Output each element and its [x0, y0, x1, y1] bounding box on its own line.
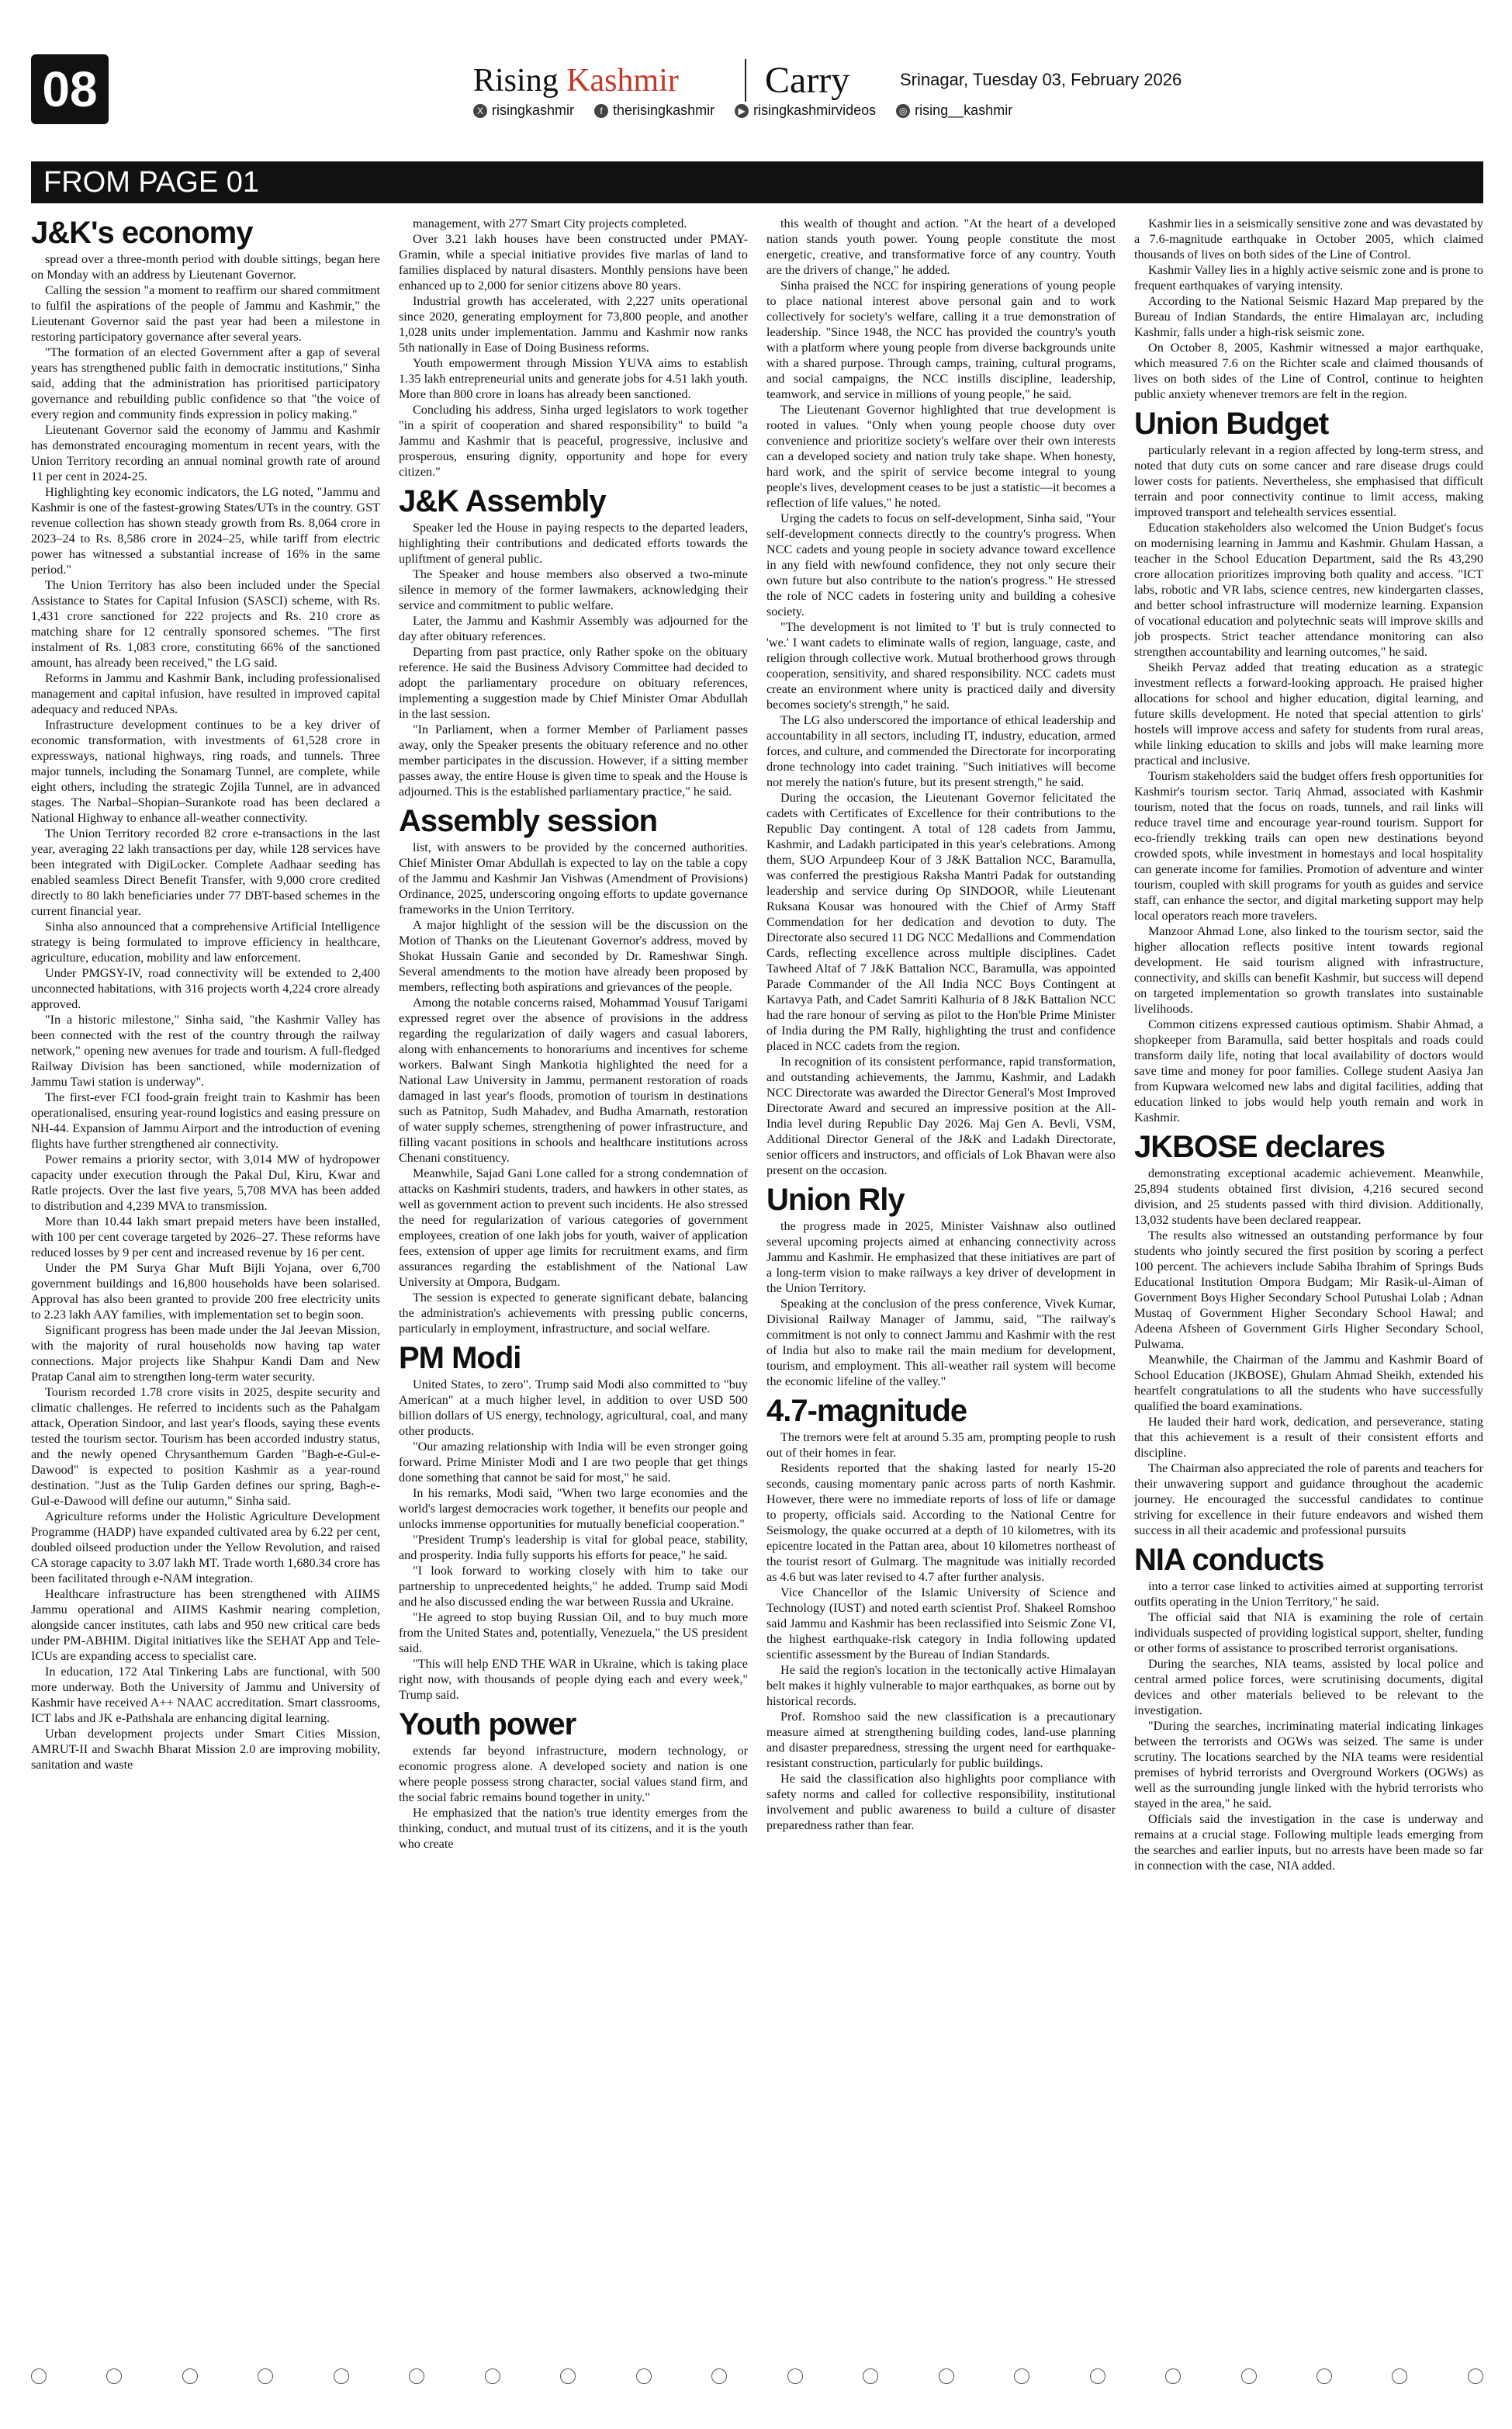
paragraph: According to the National Seismic Hazard Map prepared by the Bureau of Indian Standards, the entire Himalayan arc, including Kashmir, falls under a high-risk seismic zone.	[1134, 294, 1483, 339]
paragraph: Departing from past practice, only Rather spoke on the obituary reference. He said the Business Advisory Committee had decided to adopt the parliamentary procedure on obituary references, implementing a suggestion made by Chief Minister Omar Abdullah in the last session.	[399, 645, 748, 721]
headline-jkbose: JKBOSE declares	[1134, 1130, 1385, 1164]
paragraph: Healthcare infrastructure has been strengthened with AIIMS Jammu operational and AIIMS Kashmir nearing completion, alongside cancer institutes, cath labs and 950 new critical care beds under PM-ABHIM. Digital initiatives like the SEHAT App and Tele-ICUs are expanding access to specialist care.	[31, 1587, 380, 1663]
paragraph: management, with 277 Smart City projects completed.	[413, 217, 687, 230]
paragraph: Industrial growth has accelerated, with 2,227 units operational since 2020, generating employment for 73,800 people, and another 1,028 units under implementation. Jammu and Kashmir now ranks 5th nationally in Ease of Doing Business reforms.	[399, 294, 748, 355]
paragraph: The Lieutenant Governor highlighted that true development is rooted in values. "Only when young people choose duty over convenience and prioritize society's welfare over their own interests can a developed society and nation truly take shape. When honesty, hard work, and the spirit of service become integral to young people's lives, development ceases to be just a statistic—it becomes a reflection of life values," he noted.	[766, 403, 1116, 510]
paragraph: the progress made in 2025, Minister Vaishnaw also outlined several upcoming projects aimed at enhancing connectivity across Jammu and Kashmir. He emphasized that these initiatives are part of a long-term vision to make railways a key driver of development in the Union Territory.	[766, 1219, 1116, 1295]
paragraph: A major highlight of the session will be the discussion on the Motion of Thanks on the Lieutenant Governor's address, moved by Shokat Hussain Ganie and seconded by Dr. Rameshwar Singh. Several amendments to the motion have already been proposed by members, reflecting both aspirations and grievances of the people.	[399, 918, 748, 994]
paragraph: During the occasion, the Lieutenant Governor felicitated the cadets with Certificates of Excellence for their contributions to the Republic Day contingent. A total of 128 cadets from Jammu, Kashmir, and Ladakh participated in this year's celebrations. Among them, SUO Arpundeep Kour of 3 J&K Battalion NCC, Baramulla, was conferred the prestigious Raksha Mantri Padak for outstanding leadership and service during Op SINDOOR, while Lieutenant Ruksana Kousar was honoured with the Chief of Army Staff Commendation for her dedication and devotion to duty. The Directorate also secured 11 DG NCC Medallions and Commendation Cards, reflecting excellence across multiple disciplines. Cadet Tawheed Altaf of 7 J&K Battalion NCC, Baramulla, was appointed Parade Commander of the All India NCC Boys Contingent at Kartavya Path, and Cadet Samriti Kalhuria of 8 J&K Battalion NCC had the rare honour of serving as pilot to the Hon'ble Prime Minister of India during the PM Rally, highlighting the trust and confidence placed in NCC cadets from the region.	[766, 791, 1116, 1053]
headline-earthquake: 4.7-magnitude	[766, 1394, 967, 1428]
paragraph: Agriculture reforms under the Holistic Agriculture Development Programme (HADP) have expanded cultivated area by 6.22 per cent, doubled oilseed production under the Yellow Revolution, and raised CA storage capacity to 3.07 lakh MT. Trade worth 1,680.34 crore has been facilitated through e-NAM integration.	[31, 1509, 380, 1585]
paragraph: "President Trump's leadership is vital for global peace, stability, and prosperity. India fully supports his efforts for peace," he said.	[399, 1533, 748, 1562]
column-1	[31, 216, 380, 2311]
paragraph: The Speaker and house members also observed a two-minute silence in memory of the former lawmakers, acknowledging their service and commitment to public welfare.	[399, 567, 748, 612]
paragraph: Among the notable concerns raised, Mohammad Yousuf Tarigami expressed regret over the absence of provisions in the address regarding the regularization of daily wagers and casual laborers, along with enhancements to honorariums and incentives for scheme workers. Balwant Singh Mankotia highlighted the need for a National Law University in Jammu, permanent restoration of roads damaged in last year's floods, promotion of tourism in destinations such as Patnitop, Sudh Mahadev, and Budha Amarnath, restoration of water supply schemes, strengthening of power infrastructure, and filling vacant positions in schools and healthcare institutions across Chenani constituency.	[399, 996, 748, 1165]
paragraph: Tourism stakeholders said the budget offers fresh opportunities for Kashmir's tourism sector. Tariq Ahmad, associated with Kashmir tourism, noted that the focus on roads, tunnels, and rail links will reduce travel time and encourage year-round tourism. Support for eco-friendly trekking trails can open new destinations beyond crowded spots, while investment in homestays and local hospitality can generate income for families. Promotion of adventure and winter tourism, coupled with skill programs for youth as guides and service staff, can enhance the sector, and digital marketing support may help local operators reach more travelers.	[1134, 769, 1483, 923]
paragraph: He lauded their hard work, dedication, and perseverance, stating that this achievement is a result of their consistent efforts and discipline.	[1134, 1415, 1483, 1460]
paragraph: He said the region's location in the tectonically active Himalayan belt makes it highly vulnerable to major earthquakes, as borne out by historical records.	[766, 1663, 1116, 1708]
paragraph: Under PMGSY-IV, road connectivity will be extended to 2,400 unconnected habitations, with 316 projects worth 4,224 crore already approved.	[31, 966, 380, 1011]
social-x[interactable]: X risingkashmir	[473, 102, 574, 119]
paragraph: Significant progress has been made under the Jal Jeevan Mission, with the majority of rural households now having tap water connections. Major projects like Shahpur Kandi Dam and New Pratap Canal aim to strengthen long-term water security.	[31, 1323, 380, 1384]
paragraph: particularly relevant in a region affected by long-term stress, and noted that duty cuts on some cancer and rare disease drugs could lower costs for patients. Nevertheless, she emphasised that difficult terrain and poor connectivity continue to limit access, making improved transport and telehealth services essential.	[1134, 443, 1483, 519]
paragraph: "In a historic milestone," Sinha said, "the Kashmir Valley has been connected with the rest of the country through the railway network," opening new avenues for trade and tourism. A full-fledged Railway Division has been sanctioned, while modernization of Jammu Tawi station is underway".	[31, 1013, 380, 1089]
paragraph: Lieutenant Governor said the economy of Jammu and Kashmir has demonstrated encouraging momentum in recent years, with the Union Territory recording an annual nominal growth rate of around 11 per cent in 2024-25.	[31, 423, 380, 483]
paragraph: The session is expected to generate significant debate, balancing the administration's achievements with pressing public concerns, particularly in employment, infrastructure, and social welfare.	[399, 1291, 748, 1336]
paragraph: Reforms in Jammu and Kashmir Bank, including professionalised management and capital infusion, have resulted in improved capital adequacy and reduced NPAs.	[31, 671, 380, 716]
paragraph: spread over a three-month period with double sittings, began here on Monday with an address by Lieutenant Governor.	[31, 252, 380, 282]
paragraph: Common citizens expressed cautious optimism. Shabir Ahmad, a shopkeeper from Baramulla, said better hospitals and roads could transform daily life, noting that local availability of doctors would save time and money for poor families. College student Aasiya Jan from Kupwara welcomed new labs and digital facilities, adding that education linked to jobs would help youth remain and work in Kashmir.	[1134, 1017, 1483, 1124]
paragraph: The tremors were felt at around 5.35 am, prompting people to rush out of their homes in fear.	[766, 1430, 1116, 1460]
paragraph: The official said that NIA is examining the role of certain individuals suspected of providing logistical support, shelter, funding or other forms of assistance to proscribed terrorist organisations.	[1134, 1610, 1483, 1655]
paragraph: Concluding his address, Sinha urged legislators to work together "in a spirit of cooperation and shared responsibility" to build "a Jammu and Kashmir that is peaceful, progressive, inclusive and prosperous, ensuring dignity, opportunity and hope for every citizen."	[399, 403, 748, 479]
paragraph: Speaker led the House in paying respects to the departed leaders, highlighting their contributions and dedicated efforts towards the upliftment of general public.	[399, 521, 748, 566]
column-4	[1134, 216, 1483, 2311]
paragraph: "The development is not limited to 'I' but is truly connected to 'we.' I want cadets to eliminate walls of region, language, caste, and religion through collective work. Mutual brotherhood grows through cooperation, sensitivity, and shared responsibility. NCC cadets must create an environment where unity is practiced daily and diversity becomes society's strength," he said.	[766, 620, 1116, 712]
paragraph: Meanwhile, the Chairman of the Jammu and Kashmir Board of School Education (JKBOSE), Ghulam Ahmad Sheikh, extended his heartfelt congratulations to all the students who have successfully qualified the board examinations.	[1134, 1353, 1483, 1413]
paragraph: During the searches, NIA teams, assisted by local police and central armed police forces, were scrutinising documents, digital devices and other materials believed to be relevant to the investigation.	[1134, 1657, 1483, 1717]
paragraph: In recognition of its consistent performance, rapid transformation, and outstanding achievements, the Jammu, Kashmir, and Ladakh NCC Directorate was awarded the Director General's Most Improved Directorate Award and secured an impressive position at the All-India level during Republic Day 2026. Maj Gen A. Bevli, VSM, Additional Director General of the J&K and Ladakh Directorate, senior officers and instructors, and officials of Lok Bhavan were also present on the occasion.	[766, 1055, 1116, 1177]
paragraph: Vice Chancellor of the Islamic University of Science and Technology (IUST) and noted earth scientist Prof. Shakeel Romshoo said Jammu and Kashmir has been reclassified into Seismic Zone VI, the highest earthquake-risk category in India following updated scientific assessment by the Bureau of Indian Standards.	[766, 1585, 1116, 1661]
paragraph: The Chairman also appreciated the role of parents and teachers for their unwavering support and guidance throughout the academic journey. He encouraged the successful candidates to continue striving for excellence in their future endeavors and wished them success in all their academic and professional pursuits	[1134, 1461, 1483, 1537]
paragraph: Sinha praised the NCC for inspiring generations of young people to place national interest above personal gain and to work collectively for society's welfare, calling it a true demonstration of leadership. "Since 1948, the NCC has provided the country's youth with a platform where young people from diverse backgrounds unite with a shared purpose. Through camps, training, cultural programs, and social campaigns, the NCC instills discipline, leadership, teamwork, and service in millions of young people," he said.	[766, 279, 1116, 401]
paragraph: Later, the Jammu and Kashmir Assembly was adjourned for the day after obituary references.	[399, 614, 748, 643]
paragraph: Power remains a priority sector, with 3,014 MW of hydropower capacity under execution through the Pakal Dul, Kiru, Kwar and Ratle projects. Over the last five years, 5,708 MVA has been added to distribution and 4,239 MVA to transmission.	[31, 1152, 380, 1213]
paragraph: Infrastructure development continues to be a key driver of economic transformation, with investments of 61,528 crore in expressways, national highways, ring roads, and tunnels. Three major tunnels, including the Sonamarg Tunnel, are complete, while eight others, including the strategic Zojila Tunnel, are in advanced stages. The Narbal–Shopian–Surankote road has been declared a National Highway to enhance all-weather connectivity.	[31, 718, 380, 825]
headline-assembly-session: Assembly session	[399, 804, 658, 838]
paragraph: list, with answers to be provided by the concerned authorities. Chief Minister Omar Abdullah is expected to lay on the table a copy of the Jammu and Kashmir Jan Vishwas (Amendment of Provisions) Ordinance, 2025, underscoring ongoing efforts to update governance frameworks in the Union Territory.	[399, 840, 748, 917]
headline-youth-power: Youth power	[399, 1707, 576, 1741]
paragraph: Sinha also announced that a comprehensive Artificial Intelligence strategy is being formulated to improve efficiency in healthcare, agriculture, education, mobility and law enforcement.	[31, 920, 380, 965]
paragraph: extends far beyond infrastructure, modern technology, or economic progress alone. A developed society and nation is one where people possess strong character, social values stand firm, and the social fabric remains bound together in unity."	[399, 1744, 748, 1804]
paragraph: Urban development projects under Smart Cities Mission, AMRUT-II and Swachh Bharat Mission 2.0 are improving mobility, sanitation and waste	[31, 1727, 380, 1772]
social-handles	[473, 102, 1012, 119]
section-title: Carry	[745, 59, 849, 102]
headline-pm-modi: PM Modi	[399, 1341, 521, 1375]
facebook-icon: f	[594, 104, 608, 118]
instagram-icon: ◎	[896, 104, 910, 118]
paragraph: "Our amazing relationship with India will be even stronger going forward. Prime Minister Modi and I are two people that get things done something that cannot be said for most," he said.	[399, 1440, 748, 1485]
section-banner: FROM PAGE 01	[31, 161, 1483, 203]
brand-logo: Rising Kashmir	[473, 63, 679, 99]
headline-union-rly: Union Rly	[766, 1183, 905, 1217]
paragraph: The Union Territory has also been included under the Special Assistance to States for Capital Infusion (SASCI) scheme, with Rs. 1,431 crore sanctioned for 222 projects and Rs. 210 crore as matching share for 12 centrally sponsored schemes. "The first instalment of Rs. 1,083 crore, constituting 66% of the sanctioned amount, has already been received," the LG said.	[31, 578, 380, 670]
paragraph: Meanwhile, Sajad Gani Lone called for a strong condemnation of attacks on Kashmiri students, traders, and hawkers in other states, as well as government action to prevent such incidents. He also stressed the need for regularization of various categories of government employees, creation of one lakh jobs for youth, waiver of application fees, extension of upper age limits for recruitment exams, and firm assurances regarding the establishment of the National Law University at Ompora, Budgam.	[399, 1166, 748, 1289]
paragraph: In his remarks, Modi said, "When two large economies and the world's largest democracies work together, it benefits our people and unlocks immense opportunities for mutually beneficial cooperation."	[399, 1486, 748, 1531]
paragraph: Urging the cadets to focus on self-development, Sinha said, "Your self-development connects directly to the country's progress. When NCC cadets and young people in society advance toward excellence in any field with newfound confidence, they not only secure their own future but also contribute to the nation's progress." He stressed the role of NCC cadets in fostering unity and building a cohesive society.	[766, 511, 1116, 619]
paragraph: He said the classification also highlights poor compliance with safety norms and called for collective responsibility, institutional involvement and public awareness to build a culture of disaster preparedness rather than fear.	[766, 1772, 1116, 1832]
paragraph: Residents reported that the shaking lasted for nearly 15-20 seconds, causing momentary panic across parts of north Kashmir. However, there were no immediate reports of loss of life or damage to property, officials said. According to the National Centre for Seismology, the quake occurred at a depth of 10 kilometres, with its epicentre located in the Pattan area, about 10 kilometres northeast of the tourist resort of Gulmarg. The magnitude was initially recorded as 4.6 but was later revised to 4.7 after further analysis.	[766, 1461, 1116, 1584]
paragraph: Officials said the investigation in the case is underway and remains at a crucial stage. Following multiple leads emerging from the searches and earlier inputs, but no arrests have been made so far in connection with the case, NIA added.	[1134, 1812, 1483, 1873]
paragraph: Under the PM Surya Ghar Muft Bijli Yojana, over 6,700 government buildings and 16,800 households have been solarised. Approval has also been granted to provide 200 free electricity units to 2.23 lakh AAY families, with implementation set to begin soon.	[31, 1261, 380, 1322]
paragraph: "I look forward to working closely with him to take our partnership to unprecedented heights," he added. Trump said Modi and he also discussed ending the war between Russia and Ukraine.	[399, 1564, 748, 1609]
social-facebook[interactable]: f therisingkashmir	[594, 102, 714, 119]
paragraph: Tourism recorded 1.78 crore visits in 2025, despite security and climatic challenges. He referred to incidents such as the Pahalgam attack, Operation Sindoor, and last year's floods, saying these events tested the tourism sector. Tourism has been accorded industry status, and the newly opened Chrysanthemum Garden "Bagh-e-Gul-e-Dawood" is expected to position Kashmir as a year-round destination. "Just as the Tulip Garden defines our spring, Bagh-e-Gul-e-Dawood will define our autumn," Sinha said.	[31, 1385, 380, 1508]
paragraph: demonstrating exceptional academic achievement. Meanwhile, 25,894 students obtained first division, 4,216 secured second division, and 25 students passed with third division. Additionally, 13,032 students have been declared reappear.	[1134, 1166, 1483, 1227]
column-3	[766, 216, 1116, 2311]
headline-assembly: J&K Assembly	[399, 484, 606, 518]
paragraph: Prof. Romshoo said the new classification is a precautionary measure aimed at strengthening building codes, land-use planning and disaster preparedness, stressing the urgent need for earthquake-resistant construction, particularly for public buildings.	[766, 1710, 1116, 1770]
paragraph: Youth empowerment through Mission YUVA aims to establish 1.35 lakh entrepreneurial units and generate jobs for 4.51 lakh youth. More than 800 crore in loans has already been sanctioned.	[399, 356, 748, 401]
paragraph: More than 10.44 lakh smart prepaid meters have been installed, with 100 per cent coverage targeted by 2026–27. These reforms have reduced losses by 9 per cent and increased revenue by 16 per cent.	[31, 1214, 380, 1260]
paragraph: this wealth of thought and action. "At the heart of a developed nation stands youth power. Young people constitute the most energetic, creative, and transformative force of any country. Youth are the drivers of change," he added.	[766, 217, 1116, 277]
paragraph: United States, to zero". Trump said Modi also committed to "buy American" at a much higher level, in addition to over USD 500 billion dollars of US energy, technology, agricultural, coal, and many other products.	[399, 1377, 748, 1438]
paragraph: Kashmir lies in a seismically sensitive zone and was devastated by a 7.6-magnitude earthquake in October 2005, which claimed thousands of lives on both sides of the Line of Control.	[1134, 217, 1483, 262]
headline-union-budget: Union Budget	[1134, 407, 1329, 441]
paragraph: "During the searches, incriminating material indicating linkages between the terrorists and OGWs was seized. The same is under scrutiny. The locations searched by the NIA teams were residential premises of hybrid terrorists and Overground Workers (OGWs) as well as the surrounding jungle linked with the hybrid terrorists who stayed in the area," he said.	[1134, 1719, 1483, 1810]
page-number: 08	[31, 54, 109, 124]
paragraph: Education stakeholders also welcomed the Union Budget's focus on modernising learning in Jammu and Kashmir. Ghulam Hassan, a teacher in the School Education Department, said the Rs 43,290 crore allocation prioritizes improving both quality and access. "ICT labs, robotic and VR labs, science centres, new kindergarten classes, and better school infrastructure will modernize learning. Expansion of vocational education and polytechnic seats will improve skills and job prospects. Strict teacher attendance monitoring can also strengthen accountability and learning outcomes," he said.	[1134, 521, 1483, 659]
paragraph: He emphasized that the nation's true identity emerges from the thinking, conduct, and mutual trust of its citizens, and it is the youth who create	[399, 1806, 748, 1851]
paragraph: "He agreed to stop buying Russian Oil, and to buy much more from the United States and, potentially, Venezuela," the US president said.	[399, 1610, 748, 1655]
masthead	[434, 54, 1482, 124]
paragraph: Sheikh Pervaz added that treating education as a strategic investment reflects a forward-looking approach. He praised higher allocations for school and higher education, digital learning, and future skills development. He noted that special attention to girls' hostels will improve access and safety for students from rural areas, while linking education to skills and jobs will make learning more practical and inclusive.	[1134, 660, 1483, 768]
paragraph: "The formation of an elected Government after a gap of several years has strengthened public faith in democratic institutions," Sinha said, adding that the administration has prioritised participatory governance and rebuilding public confidence so that "the voice of every region and community finds expression in policy making."	[31, 345, 380, 421]
paragraph: In education, 172 Atal Tinkering Labs are functional, with 500 more underway. Both the University of Jammu and University of Kashmir have received A++ NAAC accreditation. Smart classrooms, ICT labs and JK e-Pathshala are enhancing digital learning.	[31, 1665, 380, 1725]
social-youtube[interactable]: ▶ risingkashmirvideos	[735, 102, 876, 119]
paragraph: The LG also underscored the importance of ethical leadership and accountability in all sectors, including IT, industry, education, armed forces, and culture, and commended the Directorate for incorporating drone technology into cadet training. "Such initiatives will become not merely the nation's future, but its present strength," he said.	[766, 713, 1116, 789]
paragraph: The Union Territory recorded 82 crore e-transactions in the last year, averaging 22 lakh transactions per day, while 128 services have been integrated with DigiLocker. Complete Aadhaar seeding has enabled seamless Direct Benefit Transfer, with 9,000 crore credited directly to 80 lakh beneficiaries under 77 DBT-based schemes in the current financial year.	[31, 826, 380, 918]
paragraph: Highlighting key economic indicators, the LG noted, "Jammu and Kashmir is one of the fastest-growing States/UTs in the country. GST revenue collection has shown steady growth from Rs. 8,064 crore in 2023–24 to Rs. 8,586 crore in 2024–25, while tariff from electric power has witnessed a substantial increase of 16% in the same period."	[31, 485, 380, 577]
paragraph: Speaking at the conclusion of the press conference, Vivek Kumar, Divisional Railway Manager of Jammu, said, "The railway's commitment is not only to connect Jammu and Kashmir with the rest of India but also to make rail the main medium for development, tourism, and employment. This all-weather rail system will become the economic lifeline of the valley."	[766, 1297, 1116, 1388]
paragraph: Kashmir Valley lies in a highly active seismic zone and is prone to frequent earthquakes of varying intensity.	[1134, 263, 1483, 293]
article-columns	[31, 216, 1483, 2311]
paragraph: Over 3.21 lakh houses have been constructed under PMAY-Gramin, while a special initiative provides five marlas of land to families displaced by natural disasters. Monthly pensions have been enhanced up to 2,000 for senior citizens above 80 years.	[399, 232, 748, 293]
paragraph: "This will help END THE WAR in Ukraine, which is taking place right now, with thousands of people dying each and every week," Trump said.	[399, 1657, 748, 1702]
dateline: Srinagar, Tuesday 03, February 2026	[900, 70, 1182, 89]
x-icon: X	[473, 104, 487, 118]
social-instagram[interactable]: ◎ rising__kashmir	[896, 102, 1012, 119]
paragraph: The results also witnessed an outstanding performance by four students who jointly secured the first position by scoring a perfect 100 percent. The achievers include Sabiha Ibrahim of Springs Buds Educational Institution Ompora Budgam; Mir Rasik-ul-Aiman of Government Boys Higher Secondary School Putushai Lolab ; Adnan Mustaq of Government Higher Secondary School Hawal; and Adeena Afsheen of Government Girls Higher Secondary School, Pulwama.	[1134, 1228, 1483, 1351]
column-2	[399, 216, 748, 2311]
paragraph: into a terror case linked to activities aimed at supporting terrorist outfits operating in the Union Territory," he said.	[1134, 1579, 1483, 1609]
headline-nia: NIA conducts	[1134, 1543, 1324, 1577]
paragraph: The first-ever FCI food-grain freight train to Kashmir has been operationalised, ensuring year-round logistics and easing pressure on NH-44. Expansion of Jammu Airport and the introduction of evening flights have further strengthened air connectivity.	[31, 1090, 380, 1151]
paragraph: "In Parliament, when a former Member of Parliament passes away, only the Speaker presents the obituary reference and no other member participates in the discussion. However, if a sitting member passes away, the entire House is given time to speak and the House is adjourned. This is the established parliamentary practice," he said.	[399, 722, 748, 799]
headline-economy: J&K's economy	[31, 216, 253, 250]
youtube-icon: ▶	[735, 104, 749, 118]
paragraph: Calling the session "a moment to reaffirm our shared commitment to fulfil the aspirations of the people of Jammu and Kashmir," the Lieutenant Governor said the past year had been a milestone in restoring participatory governance after several years.	[31, 283, 380, 344]
print-registration-marks	[31, 2365, 1483, 2387]
paragraph: On October 8, 2005, Kashmir witnessed a major earthquake, which measured 7.6 on the Richter scale and claimed thousands of lives on both sides of the Line of Control, continue to heighten public anxiety whenever tremors are felt in the region.	[1134, 341, 1483, 401]
paragraph: Manzoor Ahmad Lone, also linked to the tourism sector, said the higher allocation reflects positive intent towards regional development. He said tourism aligned with infrastructure, connectivity, and skills can benefit Kashmir, but success will depend on targeted implementation so growth translates into sustainable livelihoods.	[1134, 924, 1483, 1016]
